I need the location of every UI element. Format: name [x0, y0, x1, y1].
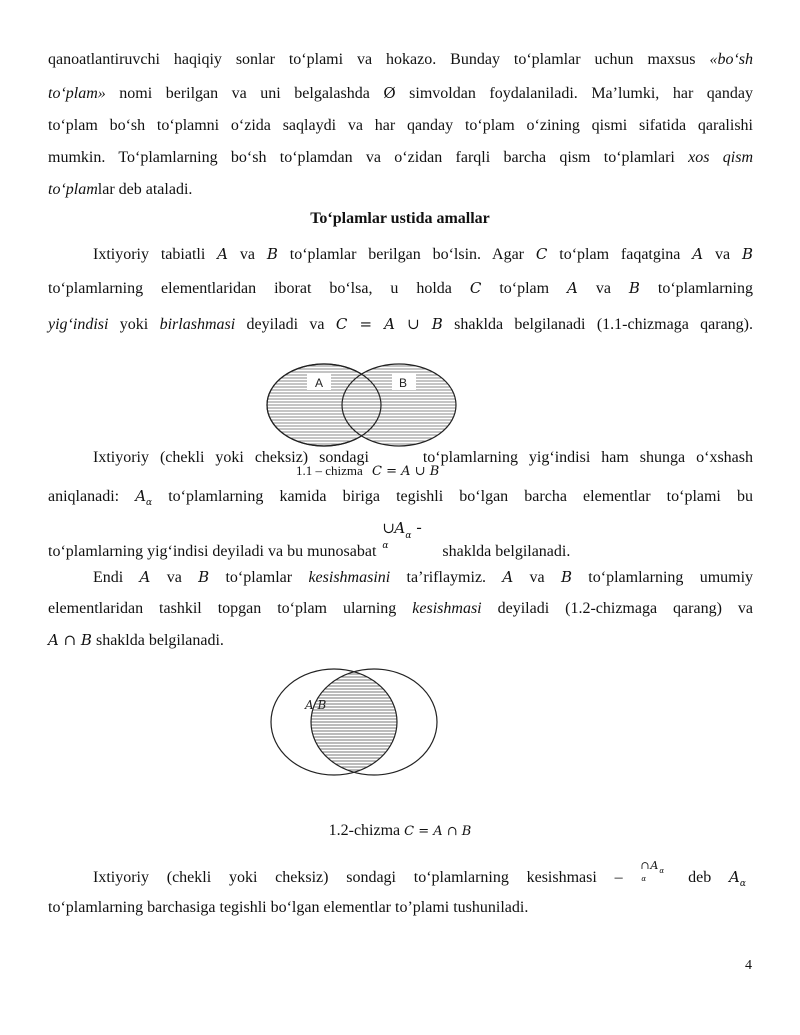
caption-text: 1.2-chizma: [328, 822, 401, 839]
math-B: B: [266, 245, 278, 263]
text: to‘plamlarning kamida biriga tegishli bo‘lgan barcha elementlar to‘plami bu: [152, 488, 753, 505]
text: va: [150, 569, 199, 586]
math-A: A: [650, 859, 659, 872]
intersection-label: A B: [305, 698, 327, 712]
text: shaklda belgilanadi (1.1-chizmaga qarang).: [442, 316, 754, 333]
venn-union-diagram: [0, 362, 800, 452]
union-notation: [380, 519, 438, 556]
text: shaklda belgilanadi.: [442, 543, 571, 560]
text: va: [703, 246, 742, 263]
label-b: B: [399, 376, 408, 390]
text: to‘plam faqatgina: [547, 246, 693, 263]
text: qanoatlantiruvchi haqiqiy sonlar to‘plami va hokazo. Bunday to‘plamlar uchun maxsus: [48, 51, 710, 68]
text-line: [93, 244, 753, 265]
text-line: [48, 630, 753, 651]
text-line: [48, 116, 753, 136]
math-A: A: [567, 279, 578, 297]
italic-term: kesishmasi: [412, 600, 482, 617]
text-line: [48, 486, 753, 513]
text: Ixtiyoriy (chekli yoki cheksiz) sondagi: [93, 449, 380, 466]
math-B: B: [628, 279, 640, 297]
dash: -: [416, 519, 422, 536]
subscript-alpha: α: [382, 541, 389, 551]
union-formula: C = A ∪ B: [335, 315, 443, 333]
text: yoki: [108, 316, 160, 333]
text: elementlaridan tashkil topgan to‘plam ularning: [48, 600, 413, 617]
text: to‘plamlar berilgan bo‘lsin. Agar: [277, 246, 536, 263]
figure-caption: [0, 822, 800, 840]
label-a: A: [315, 376, 324, 390]
math-C: C: [469, 279, 482, 297]
intersection-symbol: ∩: [640, 859, 650, 872]
caption-formula: C = A ∪ B: [372, 464, 440, 479]
text: lar deb ataladi.: [97, 181, 193, 198]
text: deb: [688, 869, 712, 886]
text: aniqlanadi:: [48, 488, 136, 505]
text-line: [48, 314, 753, 335]
text-line: [93, 859, 753, 894]
intersection-notation: [640, 859, 670, 883]
text: mumkin. To‘plamlarning bo‘sh to‘plamdan va o‘zidan farqli barcha qism to‘plamlari: [48, 149, 689, 166]
union-symbol: ∪: [382, 519, 395, 537]
text: nomi berilgan va uni belgalashda: [105, 85, 384, 102]
math-C: C: [535, 245, 548, 263]
caption-formula: C = A ∩ B: [404, 824, 472, 839]
text: deyiladi (1.2-chizmaga qarang) va: [481, 600, 753, 617]
text: to‘plamlarning elementlaridan iborat bo‘lsa, u holda: [48, 280, 470, 297]
text-line: [48, 898, 753, 918]
figure-caption: [296, 463, 439, 479]
text-line: [48, 148, 753, 168]
subscript-alpha: α: [405, 531, 412, 541]
math-B: B: [742, 245, 754, 263]
math-A: A: [502, 568, 514, 586]
text: Ixtiyoriy tabiatli: [93, 246, 218, 263]
text: to‘plamlar: [209, 569, 309, 586]
venn-intersection-diagram: [0, 664, 800, 784]
text-line: [48, 50, 753, 70]
subscript-alpha: α: [739, 879, 746, 890]
text: to‘plamlarning yig‘indisi ham shunga o‘xshash: [411, 449, 753, 466]
text: to‘plamlarning: [639, 280, 753, 297]
text-line: [48, 180, 753, 200]
text: Ixtiyoriy (chekli yoki cheksiz) sondagi to‘plamlarning kesishmasi –: [93, 869, 641, 886]
text-line: [48, 519, 753, 562]
subscript-alpha: α: [659, 867, 665, 875]
text: shaklda belgilanadi.: [91, 632, 224, 649]
math-A: A: [729, 868, 740, 886]
subscript-alpha: α: [146, 498, 153, 509]
math-A-alpha: [729, 867, 753, 894]
text: va: [513, 569, 561, 586]
text-line: [48, 599, 753, 619]
text: ta’riflaymiz.: [390, 569, 503, 586]
math-A: A: [135, 487, 147, 505]
text: deyiladi va: [235, 316, 336, 333]
text-line: [48, 83, 753, 104]
math-B: B: [560, 568, 572, 586]
math-A: A: [217, 245, 229, 263]
intersection-formula: A ∩ B: [48, 631, 92, 649]
math-A: A: [394, 519, 406, 537]
text: to‘plamlarning umumiy: [571, 569, 754, 586]
text-line: [48, 278, 753, 299]
empty-set-symbol: Ø: [383, 84, 396, 102]
text: to‘plam bo‘sh to‘plamni o‘zida saqlaydi va har qanday to‘plam o‘zining qismi sifatida qaralishi: [48, 117, 753, 134]
text: to‘plam: [481, 280, 568, 297]
italic-term: to‘plam: [48, 181, 98, 198]
math-A: A: [139, 568, 151, 586]
subscript-alpha: α: [641, 875, 647, 883]
italic-term: kesishmasini: [308, 569, 391, 586]
section-heading: To‘plamlar ustida amallar: [310, 210, 490, 227]
text-line: [93, 567, 753, 588]
page-number: 4: [745, 958, 752, 973]
text: simvoldan foydalaniladi. Ma’lumki, har qanday: [395, 85, 754, 102]
math-B: B: [198, 568, 210, 586]
italic-term: birlashmasi: [159, 316, 236, 333]
text: to‘plamlarning barchasiga tegishli bo‘lgan elementlar to’plami tushuniladi.: [48, 899, 529, 916]
math-A: A: [692, 245, 704, 263]
text: Endi: [93, 569, 140, 586]
text: to‘plamlarning yig‘indisi deyiladi va bu munosabat: [48, 543, 381, 560]
italic-term: to‘plam»: [48, 85, 106, 102]
text: va: [577, 280, 629, 297]
italic-term: xos qism: [688, 149, 753, 166]
text: va: [228, 246, 267, 263]
italic-term: yig‘indisi: [48, 316, 109, 333]
caption-text: 1.1 – chizma: [296, 463, 363, 478]
italic-term: «bo‘sh: [709, 51, 753, 68]
